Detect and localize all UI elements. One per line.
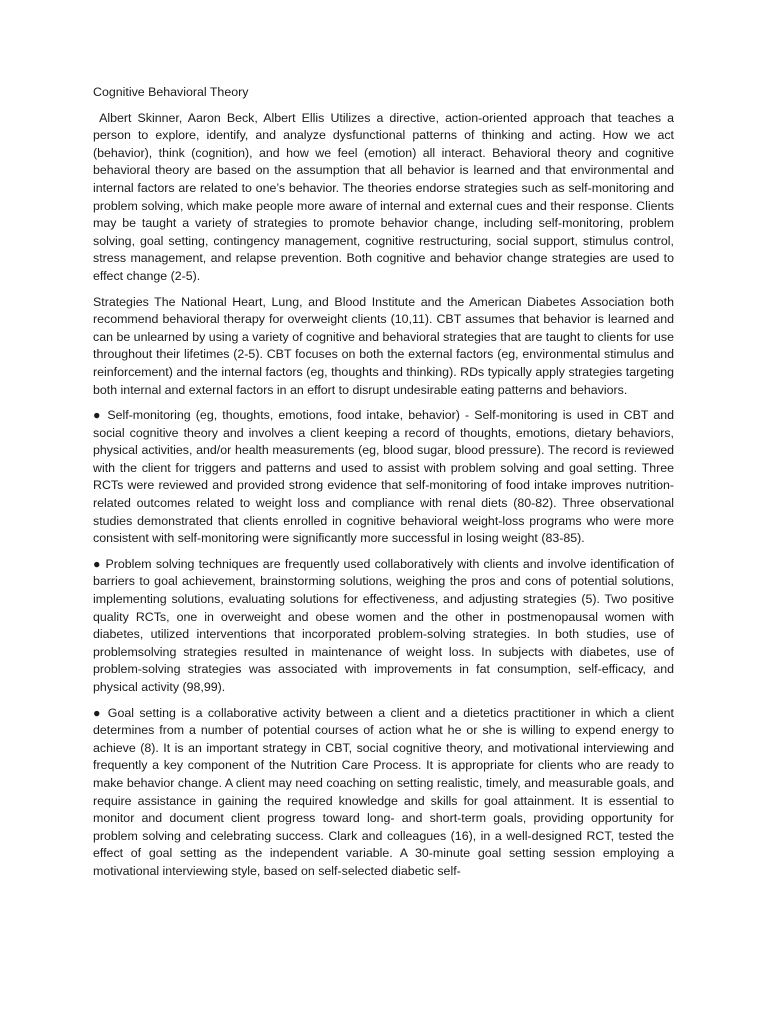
document-page xyxy=(93,84,678,889)
document-title: Cognitive Behavioral Theory xyxy=(93,85,249,99)
paragraph-self-monitoring: ● Self-monitoring (eg, thoughts, emotions, food intake, behavior) - Self-monitoring is used in CBT and social cognitive theory and involves a client keeping a record of thoughts, emotions, dietary behaviors, physical activities, and/or health measurements (eg, blood sugar, blood pressure). The record is reviewed with the client for triggers and patterns and used to assist with problem solving and goal setting. Three RCTs were reviewed and provided strong evidence that self-monitoring of food intake improves nutrition-related outcomes related to weight loss and compliance with renal diets (80-82). Three observational studies demonstrated that clients enrolled in cognitive behavioral weight-loss programs who were more consistent with self-monitoring were significantly more successful in losing weight (83-85). xyxy=(93,408,674,546)
paragraph-goal-setting: ● Goal setting is a collaborative activity between a client and a dietetics practitioner in which a client determines from a number of potential courses of action what he or she is willing to expend energy to achieve (8). It is an important strategy in CBT, social cognitive theory, and motivational interviewing and frequently a key component of the Nutrition Care Process. It is appropriate for clients who are ready to make behavior change. A client may need coaching on setting realistic, timely, and measurable goals, and require assistance in gaining the required knowledge and skills for goal attainment. It is essential to monitor and document client progress toward long- and short-term goals, providing opportunity for problem solving and celebrating success. Clark and colleagues (16), in a well-designed RCT, tested the effect of goal setting as the independent variable. A 30-minute goal setting session employing a motivational interviewing style, based on self-selected diabetic self- xyxy=(93,705,674,878)
paragraph-problem-solving: ● Problem solving techniques are frequently used collaboratively with clients and involve identification of barriers to goal achievement, brainstorming solutions, weighing the pros and cons of potential solutions, implementing solutions, evaluating solutions for effectiveness, and adjusting strategies (5). Two positive quality RCTs, one in overweight and obese women and the other in postmenopausal women with diabetes, utilized interventions that incorporated problem-solving strategies. In both studies, use of problemsolving strategies resulted in maintenance of weight loss. In subjects with diabetes, use of problem-solving strategies was associated with improvements in fat consumption, self-efficacy, and physical activity (98,99). xyxy=(93,556,674,694)
paragraph-strategies: Strategies The National Heart, Lung, and Blood Institute and the American Diabetes Association both recommend behavioral therapy for overweight clients (10,11). CBT assumes that behavior is learned and can be unlearned by using a variety of cognitive and behavioral strategies that are taught to clients for use throughout their lifetimes (2-5). CBT focuses on both the external factors (eg, environmental stimulus and reinforcement) and the internal factors (eg, thoughts and thinking). RDs typically apply strategies targeting both internal and external factors in an effort to disrupt undesirable eating patterns and behaviors. xyxy=(93,294,674,397)
paragraph-intro: Albert Skinner, Aaron Beck, Albert Ellis Utilizes a directive, action-oriented approach that teaches a person to explore, identify, and analyze dysfunctional patterns of thinking and acting. How we act (behavior), think (cognition), and how we feel (emotion) all interact. Behavioral theory and cognitive behavioral theory are based on the assumption that all behavior is learned and that environmental and internal factors are related to one’s behavior. The theories endorse strategies such as self-monitoring and problem solving, which make people more aware of internal and external cues and their response. Clients may be taught a variety of strategies to promote behavior change, including self-monitoring, problem solving, goal setting, contingency management, cognitive restructuring, social support, stimulus control, stress management, and relapse prevention. Both cognitive and behavior change strategies are used to effect change (2-5). xyxy=(93,110,678,283)
